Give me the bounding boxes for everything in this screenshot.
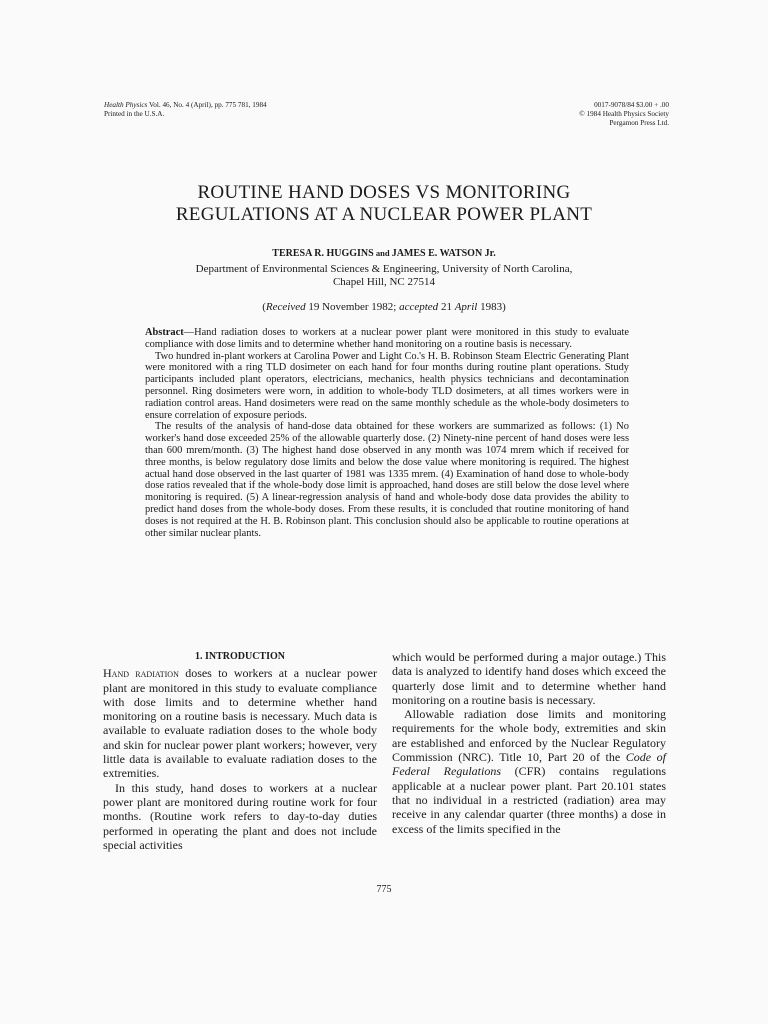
abstract-paragraph-2: Two hundred in-plant workers at Carolina Power and Light Co.'s H. B. Robinson Steam Electric Generating Plant were monitored with a ring TLD dosimeter on each hand for four months during routine plant operations. Study participants included plant operators, electricians, mechanics, health physics technicians and decontamination personnel. Ring dosimeters were worn, in addition to whole-body TLD dosimeters, at all times workers were in radiation control areas. Hand dosimeters were read on the same monthly schedule as the whole-body dosimeters to ensure correlation of exposure periods. <box>145 350 629 421</box>
affiliation-line-1: Department of Environmental Sciences & Engineering, University of North Carolina, <box>195 263 573 275</box>
section-heading-introduction: 1. INTRODUCTION <box>194 651 285 662</box>
accepted-year: 1983) <box>477 301 506 313</box>
journal-citation <box>104 101 267 119</box>
accepted-label: accepted <box>399 301 439 313</box>
citation-details: Vol. 46, No. 4 (April), pp. 775 781, 1984 <box>147 101 267 109</box>
title-line-1: ROUTINE HAND DOSES VS MONITORING <box>197 182 571 203</box>
cfr-title: Code of Federal Regulations <box>392 750 666 779</box>
intro-paragraph-4 <box>392 707 666 836</box>
right-column <box>392 650 666 836</box>
paper-title <box>0 182 768 226</box>
copyright-block <box>579 101 669 128</box>
received-open: ( <box>262 301 266 313</box>
printed-in: Printed in the U.S.A. <box>104 110 165 118</box>
abstract-label: Abstract <box>145 327 184 338</box>
accepted-month: April <box>454 301 478 313</box>
received-date: 19 November 1982; <box>305 301 400 313</box>
page-number: 775 <box>376 884 392 895</box>
intro-paragraph-2: In this study, hand doses to workers at a nuclear power plant are monitored during routine work for four months. (Routine work refers to day-to-day duties performed in operating the plant and does not include special activities <box>103 780 377 852</box>
publisher: Pergamon Press Ltd. <box>609 119 669 127</box>
abstract-paragraph-1 <box>145 327 629 351</box>
abstract <box>145 327 629 539</box>
affiliation <box>0 263 768 289</box>
authors <box>0 248 768 259</box>
author-conjunction: and <box>373 248 392 258</box>
intro-text-4b: (CFR) contains regulations applicable at a nuclear power plant. Part 20.101 states that no individual in a restricted (radiation) area may receive in any calendar quarter (three months) a dose in excess of the limits specified in the <box>392 764 666 836</box>
author-2: JAMES E. WATSON Jr. <box>391 248 496 259</box>
received-dates <box>0 301 768 313</box>
intro-text-4a: Allowable radiation dose limits and monitoring requirements for the whole body, extremities and skin are established and enforced by the Nuclear Regulatory Commission (NRC). Title 10, Part 20 of the <box>392 707 666 765</box>
journal-name: Health Physics <box>104 101 148 109</box>
copyright-line: © 1984 Health Physics Society <box>579 110 669 118</box>
left-column <box>103 650 377 852</box>
title-line-2: REGULATIONS AT A NUCLEAR POWER PLANT <box>175 204 593 225</box>
author-1: TERESA R. HUGGINS <box>272 248 374 259</box>
intro-paragraph-1 <box>103 666 377 780</box>
accepted-day: 21 <box>438 301 455 313</box>
abstract-paragraph-3: The results of the analysis of hand-dose data obtained for these workers are summarized as follows: (1) No worker's hand dose exceeded 25% of the allowable quarterly dose. (2) Ninety-nine percent of hand doses were less than 600 mrem/month. (3) The highest hand dose observed in any month was 1074 mrem which if received for three months, is below regulatory dose limits and below the dose value where monitoring is required. The highest actual hand dose observed in the last quarter of 1981 was 1335 mrem. (4) Examination of hand dose to whole-body dose ratios revealed that if the whole-body dose limit is approached, hand doses are still below the dose level where monitoring is required. (5) A linear-regression analysis of hand and whole-body dose data provides the ability to predict hand doses from the whole-body doses. From these results, it is concluded that routine monitoring of hand doses is not required at the H. B. Robinson plant. This conclusion should also be applicable to routine operations at other similar nuclear plants. <box>145 421 629 539</box>
intro-text-1: doses to workers at a nuclear power plant are monitored in this study to evaluate compliance with dose limits and to determine whether hand monitoring on a routine basis is necessary. Much data is available to evaluate radiation doses to the whole body and skin for nuclear power plant workers; however, very little data is available to evaluate radiation doses to the extremities. <box>103 666 377 781</box>
issn-price: 0017-9078/84 $3.00 + .00 <box>594 101 669 109</box>
intro-paragraph-3: which would be performed during a major outage.) This data is analyzed to identify hand doses which exceed the quarterly dose limit and to determine whether hand monitoring on a routine basis is necessary. <box>392 650 666 707</box>
received-label: Received <box>265 301 306 313</box>
intro-lead-in: Hand radiation <box>103 666 179 681</box>
affiliation-line-2: Chapel Hill, NC 27514 <box>332 276 436 288</box>
abstract-text-1: —Hand radiation doses to workers at a nuclear power plant were monitored in this study to evaluate compliance with dose limits and to determine whether hand monitoring on a routine basis is necessary. <box>145 327 629 350</box>
